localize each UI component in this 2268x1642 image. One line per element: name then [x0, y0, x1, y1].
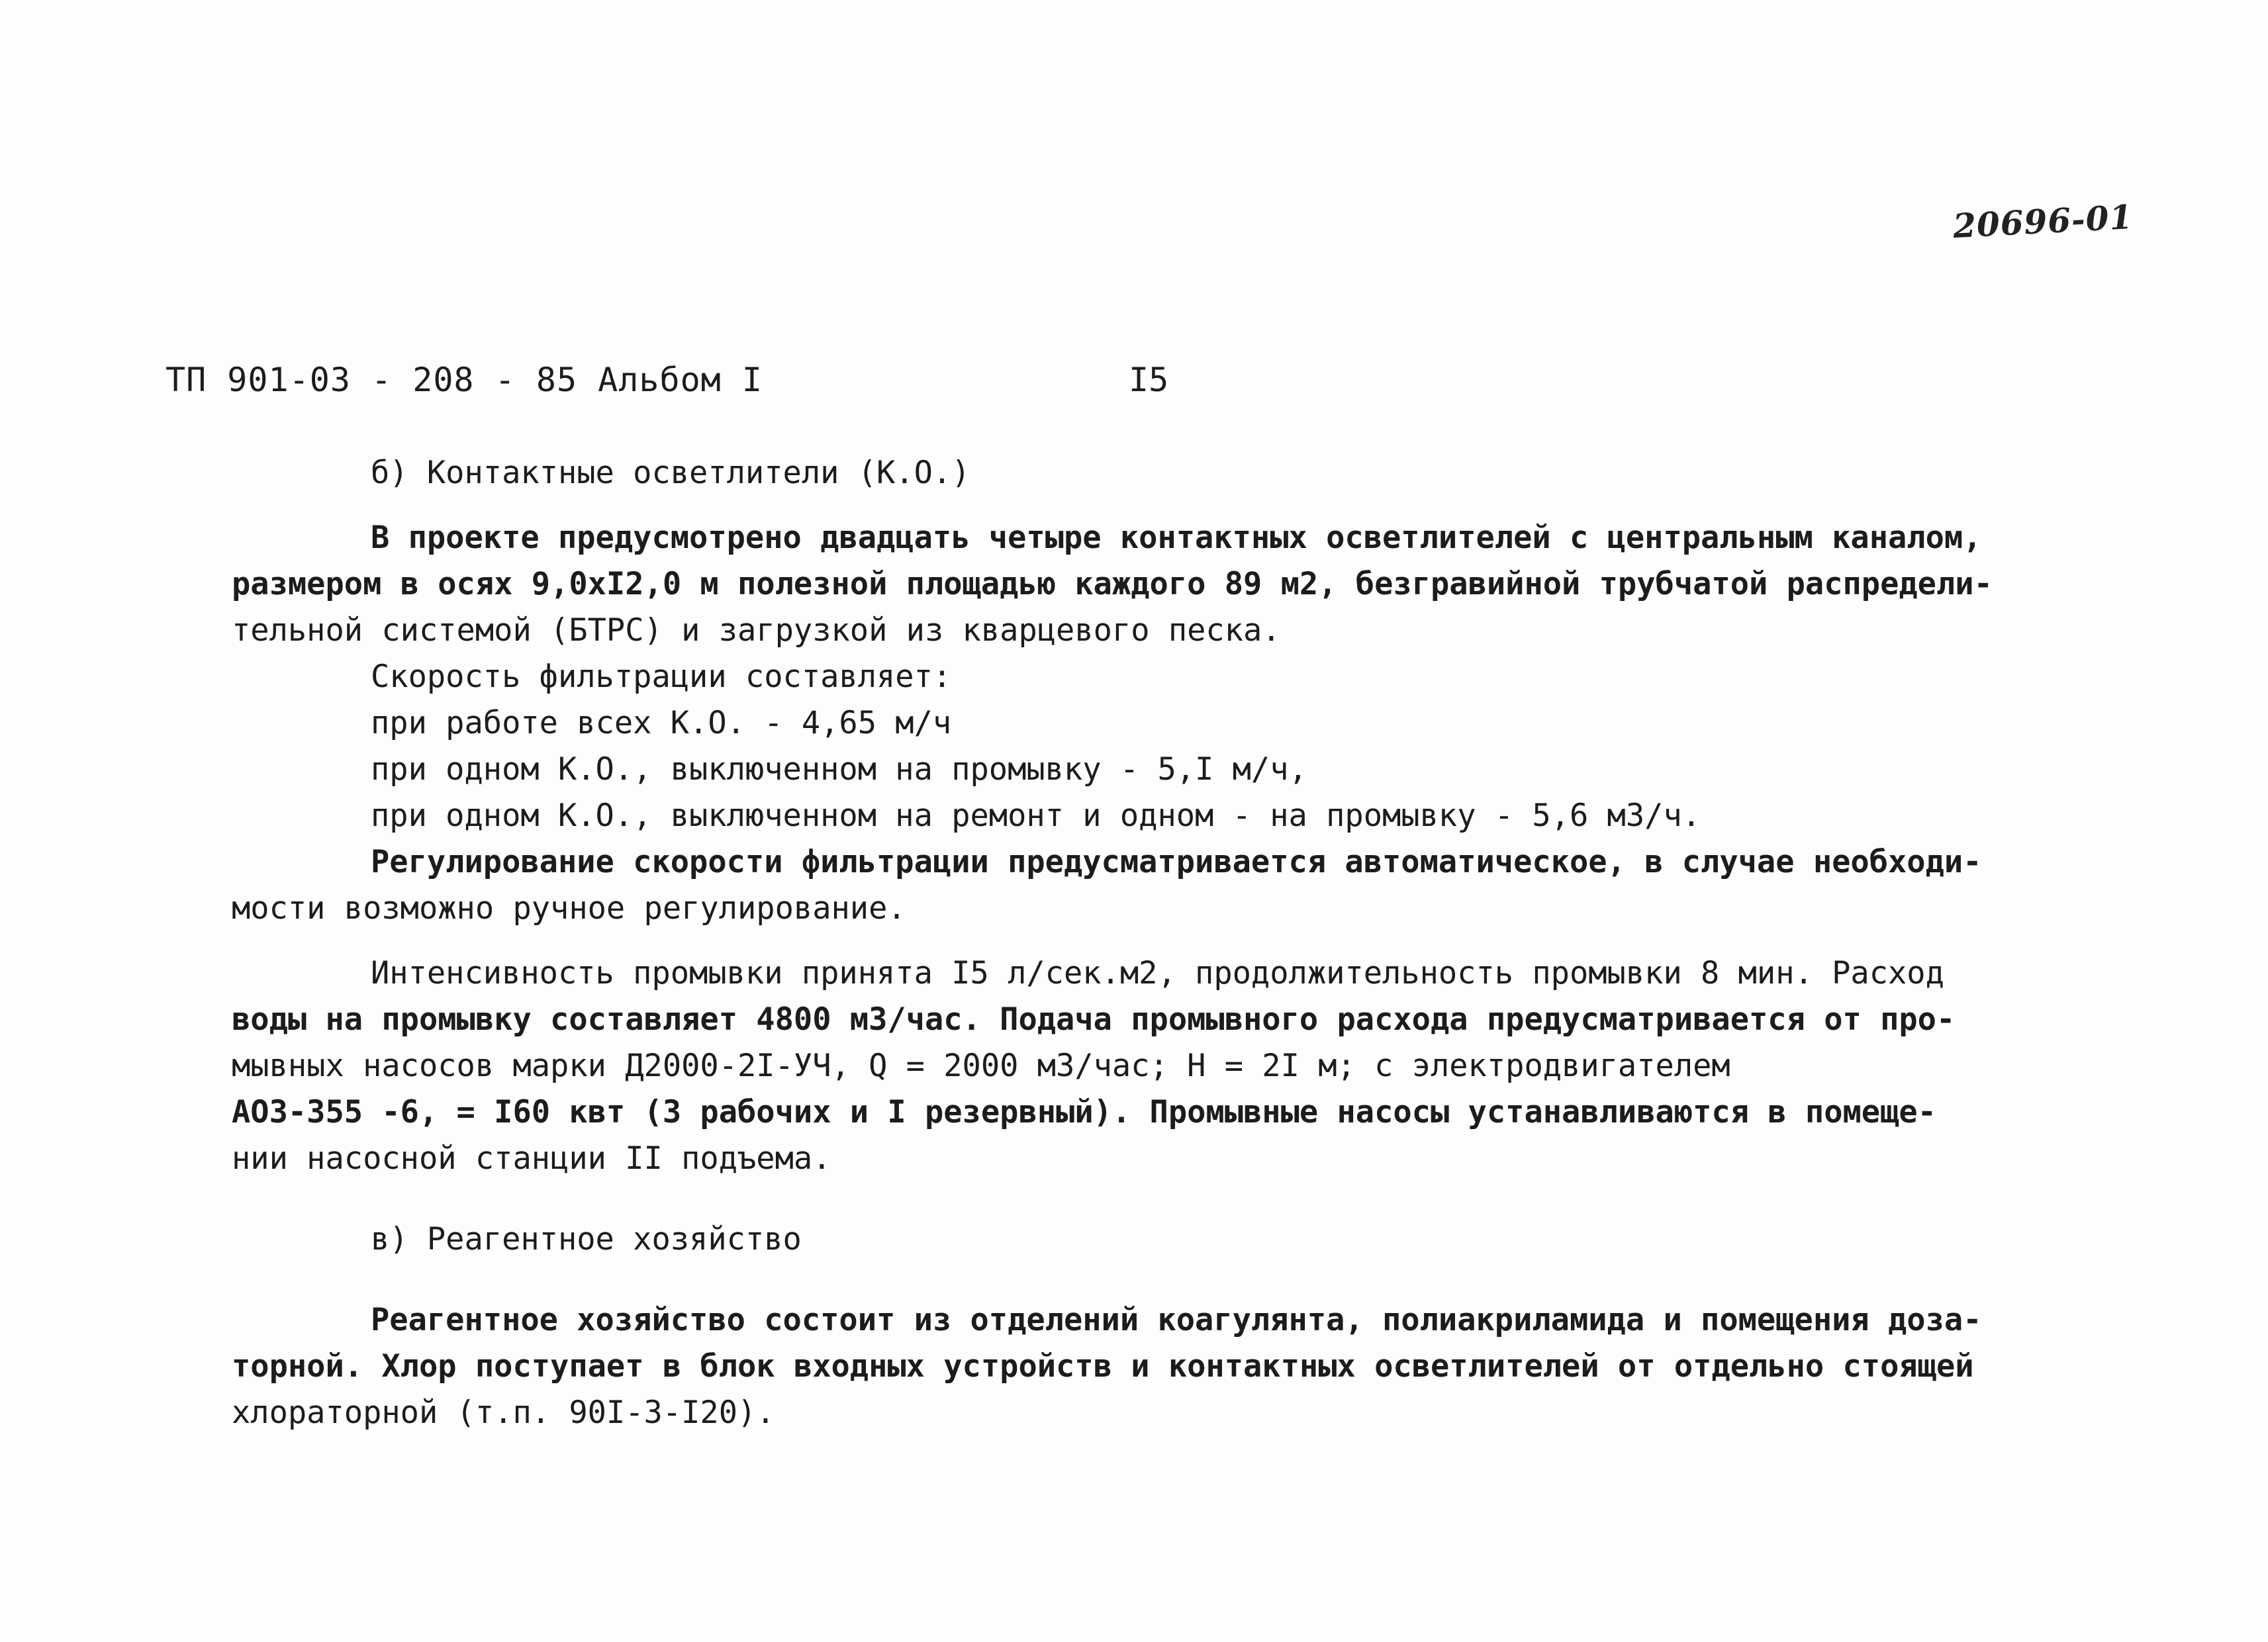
paragraph-line: мости возможно ручное регулирование. [232, 890, 906, 927]
paragraph-line: размером в осях 9,0хI2,0 м полезной площадью каждого 89 м2, безгравийной трубчатой распредели- [232, 566, 1993, 602]
speed-intro: Скорость фильтрации составляет: [371, 659, 952, 695]
speed-line: при одном К.О., выключенном на ремонт и одном - на промывку - 5,6 м3/ч. [371, 798, 1701, 834]
paragraph-line: Реагентное хозяйство состоит из отделений коагулянта, полиакриламида и помещения доза- [371, 1302, 1982, 1338]
paragraph-line: тельной системой (БТРС) и загрузкой из кварцевого песка. [232, 612, 1281, 649]
handwritten-doc-number: 20696-01 [1952, 197, 2134, 246]
page-number: I5 [1129, 361, 1169, 399]
paragraph-line: нии насосной станции II подъема. [232, 1140, 831, 1177]
paragraph-line: Интенсивность промывки принята I5 л/сек.м2, продолжительность промывки 8 мин. Расход [371, 955, 1944, 991]
document-code: ТП 901-03 - 208 - 85 Альбом I [165, 361, 763, 399]
paragraph-line: торной. Хлор поступает в блок входных устройств и контактных осветлителей от отдельно стоящей [232, 1348, 1974, 1385]
paragraph-line: хлораторной (т.п. 90I-3-I20). [232, 1394, 775, 1431]
speed-line: при одном К.О., выключенном на промывку - 5,I м/ч, [371, 751, 1307, 788]
paragraph-line: Регулирование скорости фильтрации предусматривается автоматическое, в случае необходи- [371, 844, 1982, 880]
paragraph-line: мывных насосов марки Д2000-2I-УЧ, Q = 2000 м3/час; Н = 2I м; с электродвигателем [232, 1048, 1730, 1084]
section-heading-reagent: в) Реагентное хозяйство [371, 1221, 802, 1257]
paragraph-line: В проекте предусмотрено двадцать четыре контактных осветлителей с центральным каналом, [371, 520, 1982, 556]
document-body [232, 450, 2006, 1436]
section-heading-contact-clarifiers: б) Контактные осветлители (К.О.) [371, 455, 970, 491]
paragraph-line: АОЗ-355 -6, = I60 квт (3 рабочих и I резервный). Промывные насосы устанавливаются в помеще- [232, 1094, 1936, 1130]
speed-line: при работе всех К.О. - 4,65 м/ч [371, 705, 952, 741]
paragraph-line: воды на промывку составляет 4800 м3/час. Подача промывного расхода предусматривается от про- [232, 1001, 1956, 1038]
